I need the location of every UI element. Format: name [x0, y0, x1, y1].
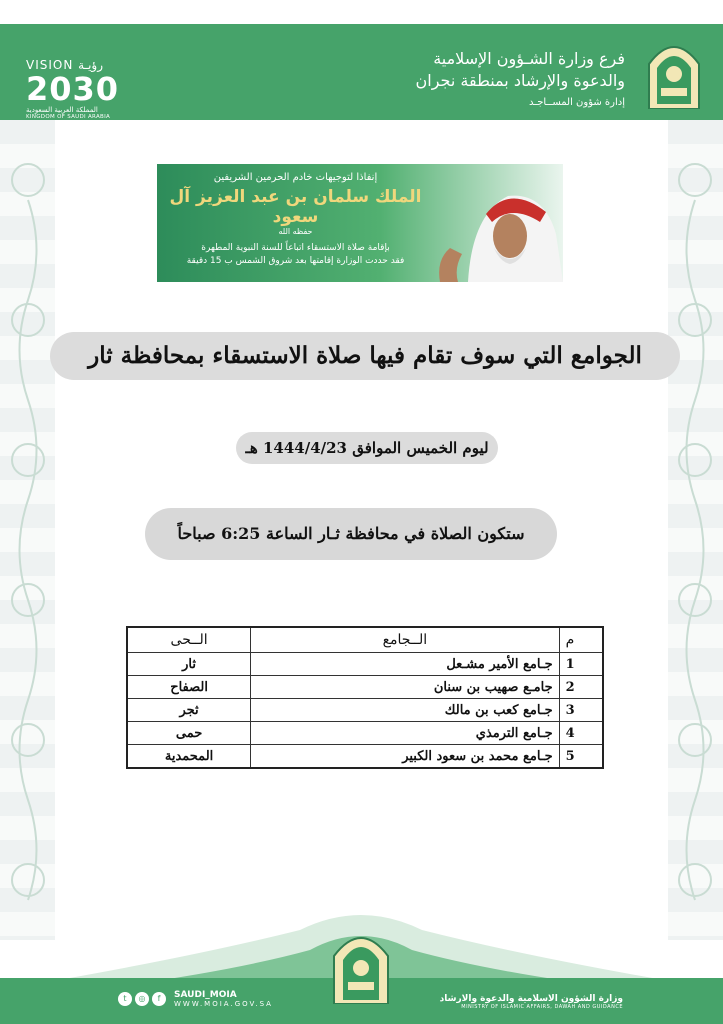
footer-contact	[118, 990, 273, 1008]
header-number: م	[559, 627, 603, 653]
header-district: الــحى	[127, 627, 251, 653]
row-mosque: جـامع الترمذي	[251, 722, 559, 745]
vision-2030-logo	[26, 58, 146, 120]
prayer-time-label: ستكون الصلاة في محافظة ثـار الساعة 6:25 صباحاً	[145, 508, 557, 560]
row-mosque: جـامع الأمير مشـعل	[251, 653, 559, 676]
left-ornament-border	[0, 120, 55, 940]
right-ornament-border	[668, 120, 723, 940]
row-number: 3	[559, 699, 603, 722]
row-number: 2	[559, 676, 603, 699]
vision-arabic: المملكة العربية السعودية	[26, 106, 98, 114]
row-district: المحمدية	[127, 745, 251, 769]
table-row	[127, 722, 603, 745]
instagram-icon[interactable]: ◎	[135, 992, 149, 1006]
banner-text	[168, 172, 423, 268]
row-district: حمى	[127, 722, 251, 745]
header-bar	[0, 24, 723, 120]
row-number: 5	[559, 745, 603, 769]
ministry-line-1: فرع وزارة الشـؤون الإسلامية	[433, 49, 625, 68]
social-icons	[118, 992, 166, 1006]
ministry-emblem-icon	[645, 34, 703, 109]
banner-line-4: بإقامة صلاة الاستسقاء اتباعاً للسنة النبوية المطهرة	[201, 243, 390, 253]
table-row	[127, 699, 603, 722]
banner-line-5: فقد حددت الوزارة إقامتها بعد شروق الشمس ب 15 دقيقة	[186, 256, 405, 266]
website-link[interactable]: WWW.MOIA.GOV.SA	[174, 1000, 273, 1008]
vision-year: 2030	[26, 70, 120, 108]
banner-king-name: الملك سلمان بن عبد العزيز آل سعود	[169, 187, 422, 227]
footer-ministry-ar: وزارة الشؤون الاسلامية والدعوة والارشاد	[439, 994, 623, 1004]
ministry-line-3: إدارة شؤون المســاجـد	[529, 97, 625, 108]
twitter-icon[interactable]: t	[118, 992, 132, 1006]
date-label: ليوم الخميس الموافق 1444/4/23 هـ	[236, 432, 498, 464]
footer-emblem-icon	[330, 924, 392, 1004]
row-mosque: جامـع صهيب بن سنان	[251, 676, 559, 699]
banner-line-1: إنفاذا لتوجيهات خادم الحرمين الشريفين	[213, 172, 378, 183]
banner-line-3: حفظه الله	[278, 227, 313, 236]
table-row	[127, 745, 603, 769]
social-handle: SAUDI_MOIA	[174, 990, 237, 1000]
mosques-table	[126, 626, 604, 769]
ministry-line-2: والدعوة والإرشاد بمنطقة نجران	[415, 71, 625, 90]
row-number: 4	[559, 722, 603, 745]
table-header-row	[127, 627, 603, 653]
row-mosque: جـامع كعب بن مالك	[251, 699, 559, 722]
vision-english: KINGDOM OF SAUDI ARABIA	[26, 114, 111, 120]
row-district: ثجر	[127, 699, 251, 722]
row-number: 1	[559, 653, 603, 676]
row-district: الصفاح	[127, 676, 251, 699]
row-mosque: جـامع محمد بن سعود الكبير	[251, 745, 559, 769]
ministry-name-block	[416, 48, 625, 112]
page-title: الجوامع التي سوف تقام فيها صلاة الاستسقاء بمحافظة ثار	[50, 332, 680, 380]
footer-ministry	[440, 994, 623, 1010]
facebook-icon[interactable]: f	[152, 992, 166, 1006]
king-directive-banner	[157, 164, 563, 282]
footer-ministry-en: MINISTRY OF ISLAMIC AFFAIRS, DAWAH AND GUIDANCE	[461, 1004, 623, 1010]
table-row	[127, 653, 603, 676]
king-portrait-icon	[428, 174, 563, 282]
row-district: ثار	[127, 653, 251, 676]
vision-word: VISION رؤيـة	[26, 58, 104, 72]
table-row	[127, 676, 603, 699]
header-mosque: الــجامع	[251, 627, 559, 653]
